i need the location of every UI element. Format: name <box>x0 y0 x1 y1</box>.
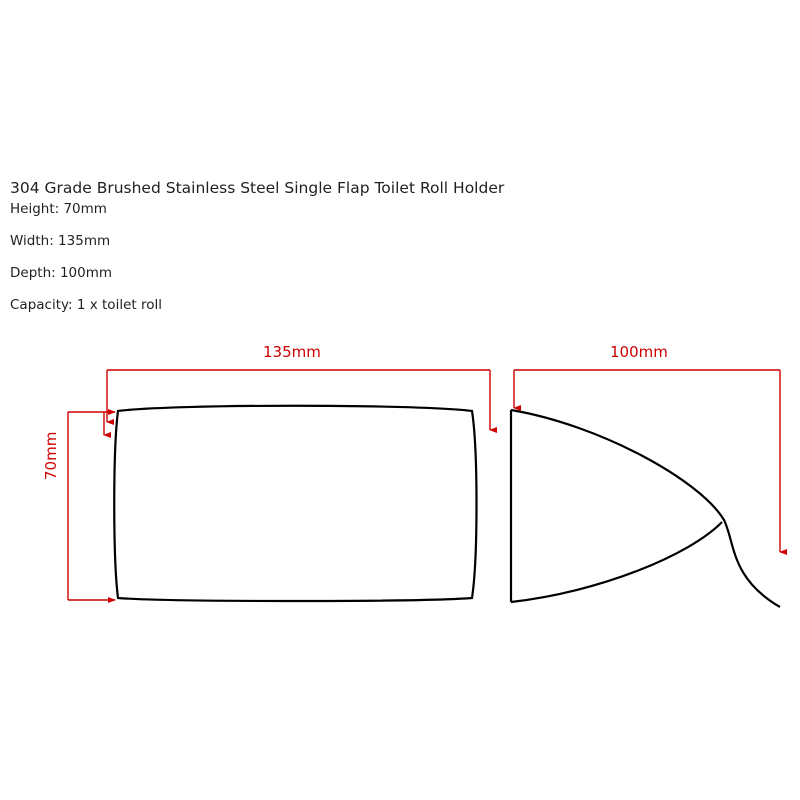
side-view-outline <box>511 410 780 607</box>
spec-depth: Depth: 100mm <box>10 265 113 281</box>
spec-width: Width: 135mm <box>10 233 111 249</box>
specification-block <box>10 178 650 314</box>
width-dimension-label: 135mm <box>263 343 321 361</box>
height-dimension <box>68 412 115 600</box>
drawing-svg <box>0 330 800 630</box>
product-title: 304 Grade Brushed Stainless Steel Single Flap Toilet Roll Holder <box>10 179 505 197</box>
front-view-outline <box>114 406 476 601</box>
depth-dimension <box>514 370 780 552</box>
spec-capacity: Capacity: 1 x toilet roll <box>10 297 162 313</box>
width-dimension <box>107 370 490 430</box>
spec-height: Height: 70mm <box>10 201 107 217</box>
depth-dimension-label: 100mm <box>610 343 668 361</box>
drawing-area <box>0 330 800 630</box>
height-dimension-label: 70mm <box>42 431 60 480</box>
